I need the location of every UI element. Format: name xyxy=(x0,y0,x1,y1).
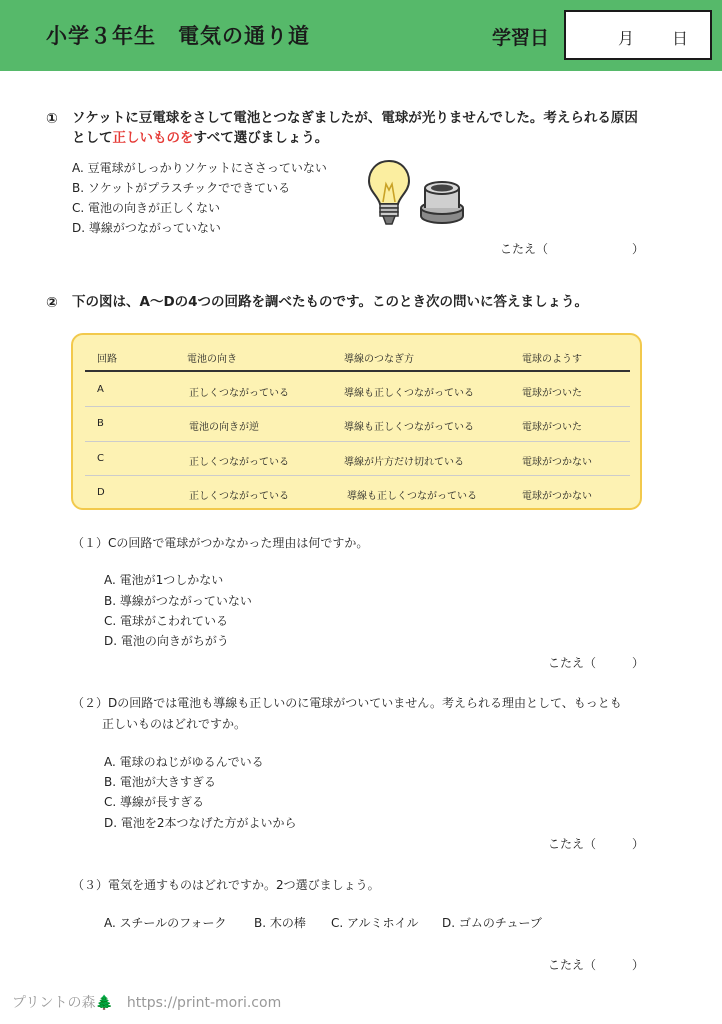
day-label: 日 xyxy=(672,29,689,48)
table-header: 電球のようす xyxy=(522,354,582,365)
sub2-option-d: D. 電池を2本つなげた方がよいから xyxy=(104,816,297,830)
footer-url[interactable]: https://print-mori.com xyxy=(126,995,282,1011)
table-row: D 正しくつながっている 導線も正しくつながっている 電球がつかない xyxy=(97,487,592,502)
sub1-option-c: C. 電球がこわれている xyxy=(104,614,229,628)
sub2-question-line2: 正しいものはどれですか。 xyxy=(102,717,247,731)
footer-brand: プリントの森🌲 xyxy=(12,995,113,1011)
date-label: 学習日 xyxy=(492,27,550,49)
sub2-question-line1: （２）Dの回路では電池も導線も正しいのに電球がついていません。考えられる理由として、もっとも xyxy=(72,696,622,710)
q1-option-b: B. ソケットがプラスチックでできている xyxy=(72,181,291,195)
q1-option-a: A. 豆電球がしっかりソケットにささっていない xyxy=(72,161,327,175)
table-row: B 電池の向きが逆 導線も正しくつながっている 電球がついた xyxy=(97,418,582,433)
sub3-option-d: D. ゴムのチューブ xyxy=(442,916,542,930)
table-header: 導線のつなぎ方 xyxy=(344,354,414,365)
q1-emphasis: 正しいものを xyxy=(112,130,194,146)
sub1-option-b: B. 導線がつながっていない xyxy=(104,594,252,608)
date-box[interactable] xyxy=(564,10,712,60)
footer xyxy=(12,992,281,1012)
table-header: 回路 xyxy=(97,354,117,365)
q1-number: ① xyxy=(46,111,58,127)
table-row: C 正しくつながっている 導線が片方だけ切れている 電球がつかない xyxy=(97,453,592,468)
sub3-question: （３）電気を通すものはどれですか。2つ選びましょう。 xyxy=(72,878,380,892)
circuit-table xyxy=(71,333,642,510)
sub1-question: （１）Cの回路で電球がつかなかった理由は何ですか。 xyxy=(72,536,369,550)
q1-text-line2: として正しいものをすべて選びましょう。 xyxy=(72,130,329,146)
table-header-row xyxy=(85,339,630,373)
sub3-option-a: A. スチールのフォーク xyxy=(104,916,227,930)
q1-answer-field[interactable]: こたえ（ ） xyxy=(500,242,645,256)
sub1-option-a: A. 電池が1つしかない xyxy=(104,573,224,587)
sub3-answer-field[interactable]: こたえ（ ） xyxy=(548,958,645,972)
sub1-answer-field[interactable]: こたえ（ ） xyxy=(548,656,645,670)
header-bar xyxy=(0,0,722,71)
worksheet-title: 小学３年生 電気の通り道 xyxy=(46,24,310,48)
q1-text-line1: ソケットに豆電球をさして電池とつなぎましたが、電球が光りませんでした。考えられる原因 xyxy=(72,110,638,126)
socket-icon xyxy=(418,178,466,226)
table-row: A 正しくつながっている 導線も正しくつながっている 電球がついた xyxy=(97,384,582,399)
table-header: 電池の向き xyxy=(187,354,237,365)
q2-text: 下の図は、A〜Dの4つの回路を調べたものです。このとき次の問いに答えましょう。 xyxy=(72,294,588,310)
month-label: 月 xyxy=(618,29,635,48)
q1-option-d: D. 導線がつながっていない xyxy=(72,221,221,235)
q2-number: ② xyxy=(46,295,58,311)
sub2-option-c: C. 導線が長すぎる xyxy=(104,795,205,809)
sub3-option-c: C. アルミホイル xyxy=(331,916,419,930)
q1-option-c: C. 電池の向きが正しくない xyxy=(72,201,221,215)
table-header-divider xyxy=(85,370,630,372)
sub2-option-a: A. 電球のねじがゆるんでいる xyxy=(104,755,264,769)
light-bulb-icon xyxy=(366,158,412,228)
sub3-option-b: B. 木の棒 xyxy=(254,916,306,930)
sub2-option-b: B. 電池が大きすぎる xyxy=(104,775,216,789)
sub1-option-d: D. 電池の向きがちがう xyxy=(104,634,229,648)
sub2-answer-field[interactable]: こたえ（ ） xyxy=(548,837,645,851)
